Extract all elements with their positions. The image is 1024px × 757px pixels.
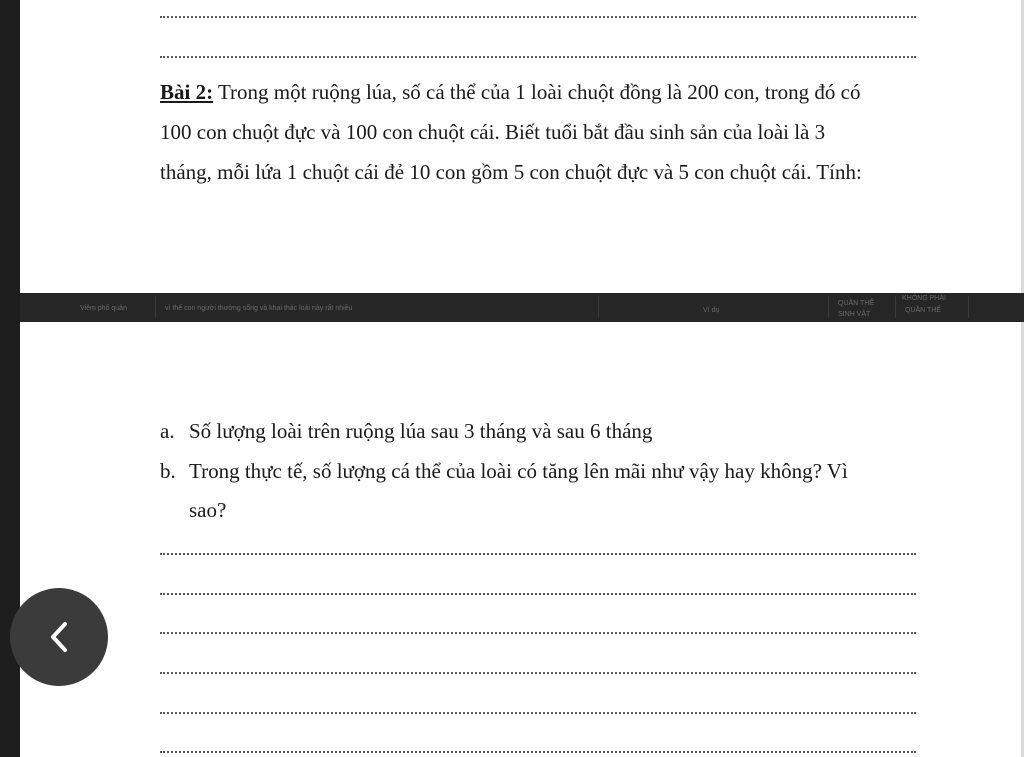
band-cell: vì thế con người thường sống và khai thác loài này rất nhiều xyxy=(165,305,353,312)
overlay-band-text xyxy=(20,293,1024,322)
band-cell: Viêm phổ quản xyxy=(80,305,127,312)
question-b-text: Trong thực tế, số lượng cá thể của loài có tăng lên mãi như vậy hay không? Vì xyxy=(189,459,848,483)
chevron-left-icon xyxy=(44,619,74,655)
band-cell: KHÔNG PHẢI xyxy=(902,295,946,302)
answer-line xyxy=(160,672,916,674)
band-cell: QUẦN THỂ xyxy=(905,307,942,314)
answer-line xyxy=(160,593,916,595)
exercise-text-1: Trong một ruộng lúa, số cá thể của 1 loài chuột đồng là 200 con, trong đó có xyxy=(217,80,861,104)
exercise-line-1 xyxy=(160,80,861,105)
question-b-text-cont: sao? xyxy=(189,498,227,522)
answer-line xyxy=(160,553,916,555)
exercise-label: Bài 2: xyxy=(160,80,214,104)
answer-line xyxy=(160,56,916,58)
back-button[interactable] xyxy=(10,588,108,686)
exercise-line-2: 100 con chuột đực và 100 con chuột cái. Biết tuổi bắt đầu sinh sản của loài là 3 xyxy=(160,120,826,144)
answer-line xyxy=(160,751,916,753)
question-b-marker: b. xyxy=(160,459,176,483)
answer-line xyxy=(160,632,916,634)
band-cell: Ví dụ xyxy=(703,307,720,314)
band-cell: QUẦN THỂ xyxy=(838,300,875,307)
question-a-marker: a. xyxy=(160,419,175,443)
band-cell: SINH VẬT xyxy=(838,311,871,318)
question-a-text: Số lượng loài trên ruộng lúa sau 3 tháng và sau 6 tháng xyxy=(189,419,653,443)
exercise-line-3: tháng, mỗi lứa 1 chuột cái đẻ 10 con gồm 5 con chuột đực và 5 con chuột cái. Tính: xyxy=(160,160,862,184)
answer-line xyxy=(160,16,916,18)
answer-line xyxy=(160,712,916,714)
